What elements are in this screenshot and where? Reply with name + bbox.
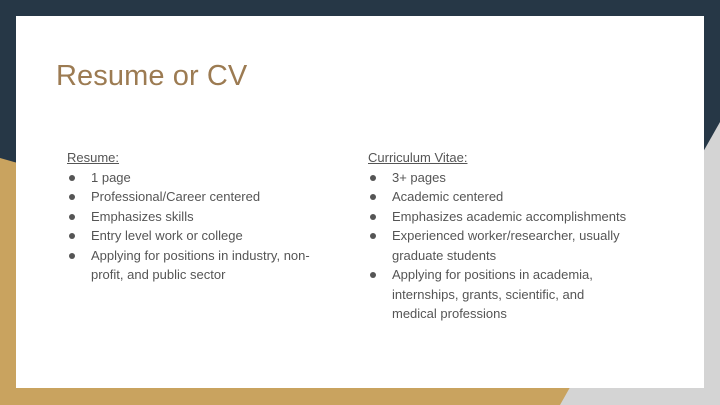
list-item-text: Emphasizes academic accomplishments xyxy=(392,208,627,224)
list-item xyxy=(368,187,630,207)
list-item-text: Entry level work or college xyxy=(91,228,243,243)
list-item xyxy=(67,246,342,285)
resume-heading: Resume: xyxy=(67,150,120,165)
bullet-icon xyxy=(69,194,75,200)
bullet-icon xyxy=(69,253,75,259)
list-item-text: Experienced worker/researcher, usually graduate students xyxy=(392,228,620,263)
list-item-text: Professional/Career centered xyxy=(91,189,261,204)
list-item-text: Emphasizes skills xyxy=(91,208,194,224)
list-item-text: 1 page xyxy=(91,169,131,185)
bullet-icon xyxy=(69,233,75,239)
list-item xyxy=(368,207,630,227)
bullet-icon xyxy=(370,233,376,239)
resume-column xyxy=(67,148,342,285)
bullet-icon xyxy=(370,272,376,278)
list-item xyxy=(368,265,630,324)
list-item-text: Applying for positions in academia, internships, grants, scientific, and medical professions xyxy=(392,267,593,321)
list-item xyxy=(67,207,342,227)
resume-list xyxy=(67,168,342,285)
list-item xyxy=(368,226,630,265)
bullet-icon xyxy=(370,194,376,200)
bullet-icon xyxy=(69,214,75,220)
bullet-icon xyxy=(370,175,376,181)
list-item-text: Academic centered xyxy=(392,189,504,204)
cv-list xyxy=(368,168,630,324)
bullet-icon xyxy=(69,175,75,181)
cv-heading: Curriculum Vitae: xyxy=(368,150,468,165)
slide-title: Resume or CV xyxy=(56,60,248,92)
list-item xyxy=(67,168,342,188)
list-item-text: 3+ pages xyxy=(392,169,446,185)
list-item xyxy=(67,226,342,246)
list-item xyxy=(67,187,342,207)
list-item-text: Applying for positions in industry, non-profit, and public sector xyxy=(91,247,310,282)
cv-column xyxy=(368,148,630,324)
bullet-icon xyxy=(370,214,376,220)
list-item xyxy=(368,168,630,188)
